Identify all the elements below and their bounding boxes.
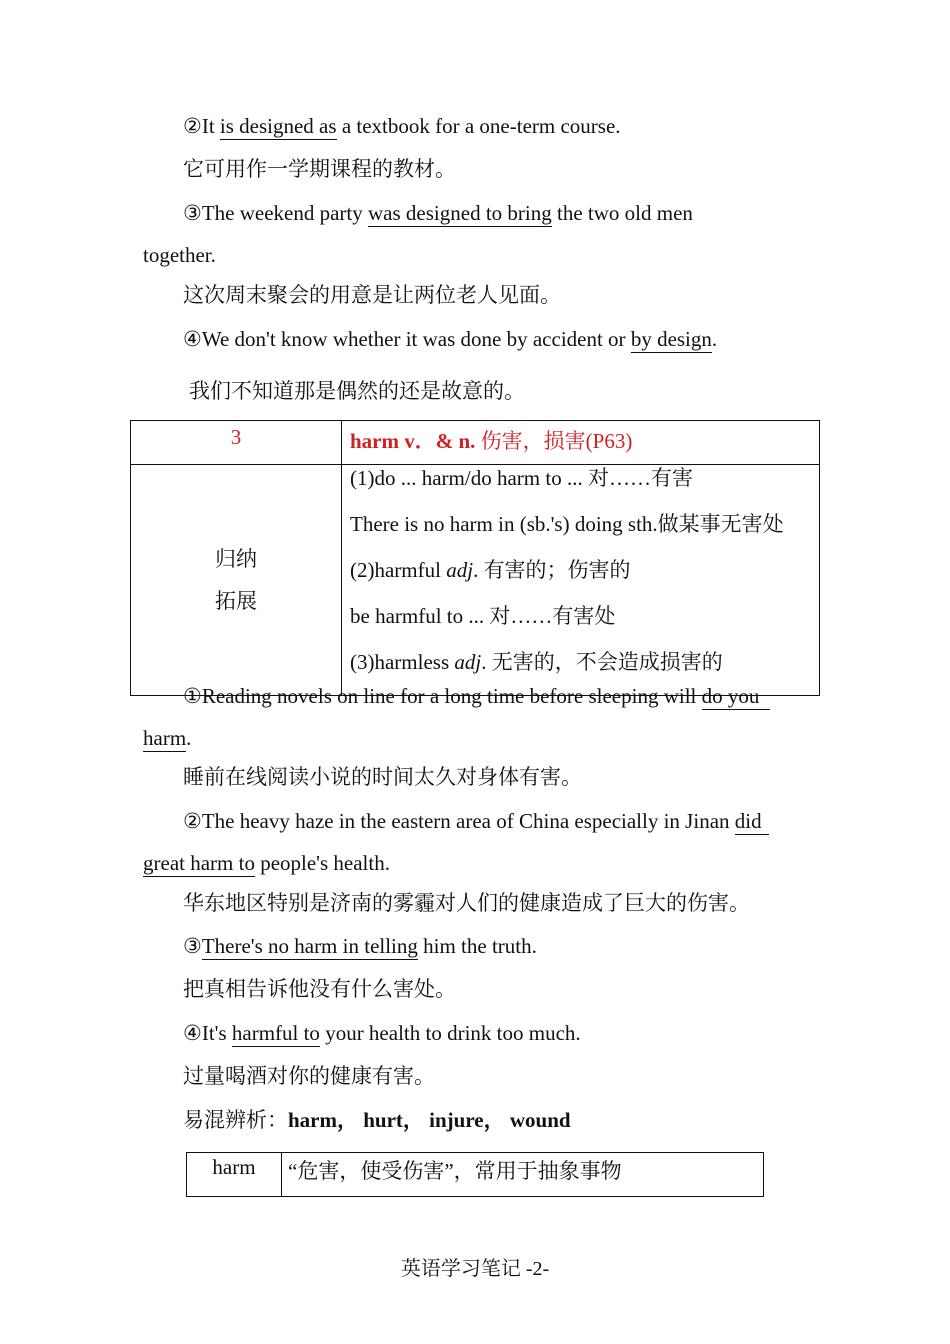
- expansion-item: There is no harm in (sb.'s) doing sth.做某事无害处: [350, 512, 784, 536]
- harm-example-4: ④It's harmful to your health to drink too much.: [183, 1021, 581, 1045]
- page-footer: 英语学习笔记 -2-: [400, 1258, 550, 1280]
- harm-example-2: ②The heavy haze in the eastern area of China especially in Jinan did: [183, 808, 769, 835]
- design-example-2-translation: 它可用作一学期课程的教材。: [183, 157, 456, 181]
- answer-underline: harm: [143, 726, 187, 750]
- extension-label: 拓展: [215, 589, 257, 613]
- harm-example-1: ①Reading novels on line for a long time before sleeping will do you: [183, 683, 770, 710]
- harm-vocab-table: [130, 420, 820, 696]
- expansion-item: (1)do ... harm/do harm to ... 对……有害: [350, 466, 693, 490]
- harm-example-2-translation: 华东地区特别是济南的雾霾对人们的健康造成了巨大的伤害。: [183, 891, 750, 915]
- expansion-item: (3)harmless adj. 无害的，不会造成损害的: [350, 650, 723, 674]
- entry-number: 3: [131, 421, 342, 465]
- summary-label-cell: [131, 465, 342, 696]
- answer-underline: was designed to bring: [368, 201, 552, 225]
- answer-underline: great harm to: [143, 851, 255, 875]
- answer-underline: There's no harm in telling: [201, 934, 418, 958]
- harm-example-3-translation: 把真相告诉他没有什么害处。: [183, 977, 456, 1001]
- expansion-item: be harmful to ... 对……有害处: [350, 604, 616, 628]
- design-example-2: ②It is designed as a textbook for a one-term course.: [183, 114, 621, 138]
- expansion-item: (2)harmful adj. 有害的；伤害的: [350, 558, 631, 582]
- design-example-3-continuation: together.: [143, 243, 216, 267]
- harm-example-4-translation: 过量喝酒对你的健康有害。: [183, 1064, 435, 1088]
- harm-example-3: ③There's no harm in telling him the truth.: [183, 934, 537, 958]
- harm-example-2-continuation: great harm to people's health.: [143, 851, 390, 875]
- confusion-table: [186, 1152, 764, 1197]
- confusion-description: “危害，使受伤害”，常用于抽象事物: [282, 1153, 764, 1197]
- headword: harm v．& n.: [350, 429, 476, 453]
- confusion-words: harm， hurt， injure， wound: [288, 1108, 571, 1132]
- harm-example-1-continuation: harm.: [143, 726, 192, 750]
- design-example-3-translation: 这次周末聚会的用意是让两位老人见面。: [183, 283, 561, 307]
- design-example-4-translation: 我们不知道那是偶然的还是故意的。: [189, 379, 525, 403]
- summary-label: 归纳: [215, 547, 257, 571]
- answer-underline: did: [735, 808, 769, 835]
- entry-headword-cell: [342, 421, 820, 465]
- expansion-list: [342, 465, 820, 696]
- harm-example-1-translation: 睡前在线阅读小说的时间太久对身体有害。: [183, 765, 582, 789]
- design-example-4: ④We don't know whether it was done by accident or by design.: [183, 327, 718, 351]
- design-example-3: ③The weekend party was designed to bring the two old men: [183, 201, 693, 225]
- answer-underline: by design: [630, 327, 712, 351]
- headword-meaning: 伤害，损害(P63): [480, 429, 633, 453]
- answer-underline: do you: [702, 683, 770, 710]
- confusion-heading: 易混辨析：harm， hurt， injure， wound: [183, 1108, 571, 1132]
- confusion-word: harm: [187, 1153, 282, 1197]
- answer-underline: is designed as: [219, 114, 337, 138]
- answer-underline: harmful to: [231, 1021, 320, 1045]
